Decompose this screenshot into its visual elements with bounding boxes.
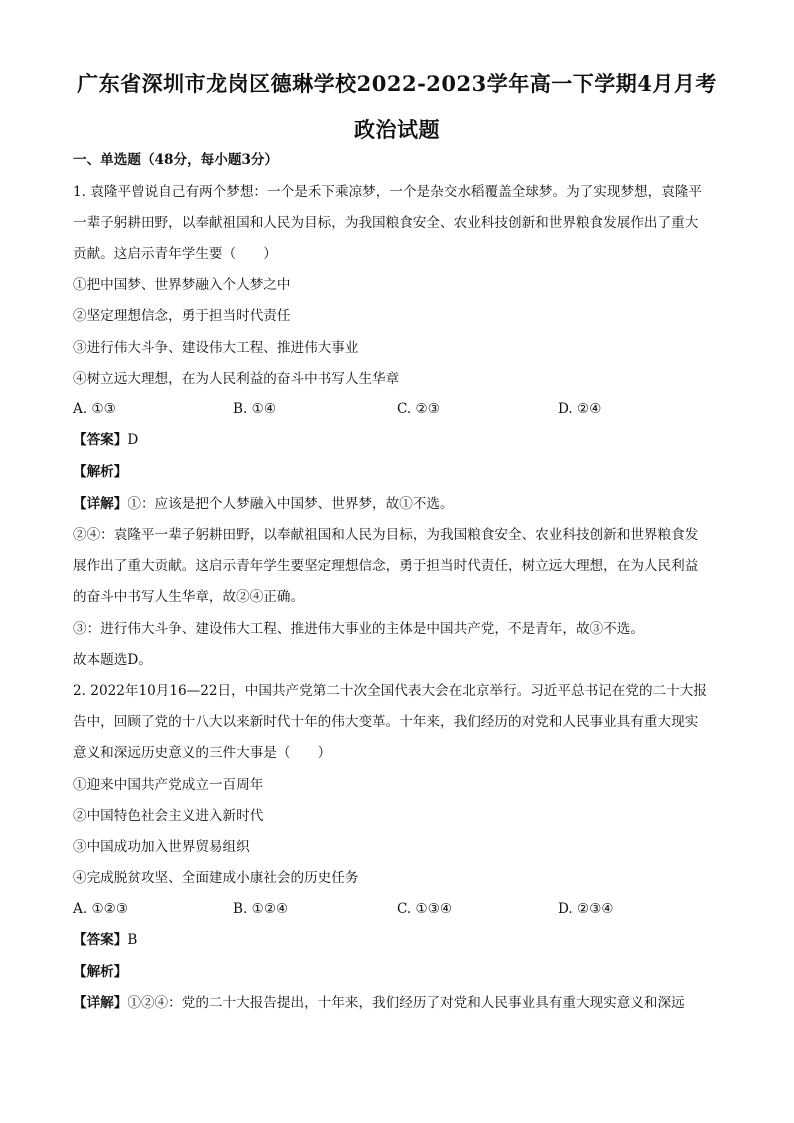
- q1-detail-line: [73, 494, 733, 514]
- detail-text: ①：应该是把个人梦融入中国梦、世界梦，故①不选。: [127, 496, 454, 512]
- detail-tag: 【详解】: [73, 496, 128, 512]
- q2-option-d: D. ②③④: [558, 901, 614, 917]
- detail-text: ①②④：党的二十大报告提出，十年来，我们经历了对党和人民事业具有重大现实意义和深远: [127, 995, 685, 1011]
- q1-statement: ③进行伟大斗争、建设伟大工程、推进伟大事业: [73, 340, 359, 356]
- q1-option-b: B. ①④: [233, 401, 277, 417]
- q2-detail-line: [73, 993, 733, 1013]
- answer-tag: 【答案】: [73, 932, 128, 948]
- q1-detail-line: ③：进行伟大斗争、建设伟大工程、推进伟大事业的主体是中国共产党，不是青年，故③不选。: [73, 621, 644, 637]
- q1-statement: ①把中国梦、世界梦融入个人梦之中: [73, 277, 291, 293]
- q2-statement: ③中国成功加入世界贸易组织: [73, 839, 250, 855]
- q1-option-c: C. ②③: [397, 401, 440, 417]
- q2-statement: ②中国特色社会主义进入新时代: [73, 808, 264, 824]
- q2-option-c: C. ①③④: [397, 901, 453, 917]
- q2-answer: [73, 930, 733, 950]
- q2-stem-line: 告中，回顾了党的十八大以来新时代十年的伟大变革。十年来，我们经历的对党和人民事业具有重大现实: [73, 714, 699, 730]
- q1-analysis-tag: 【解析】: [73, 464, 128, 480]
- q2-option-a: A. ①②③: [73, 901, 129, 917]
- q2-stem-line: 2. 2022年10月16—22日，中国共产党第二十次全国代表大会在北京举行。习近平总书记在党的二十大报: [73, 683, 707, 699]
- q2-stem-line: 意义和深远历史意义的三件大事是（ ）: [73, 745, 332, 761]
- document-title: 广东省深圳市龙岗区德琳学校2022-2023学年高一下学期4月月考: [77, 71, 717, 96]
- detail-tag: 【详解】: [73, 995, 128, 1011]
- q1-option-d: D. ②④: [558, 401, 602, 417]
- q1-detail-line: 的奋斗中书写人生华章，故②④正确。: [73, 589, 305, 605]
- answer-tag: 【答案】: [73, 432, 128, 448]
- section-heading: 一、单选题（48分，每小题3分）: [73, 152, 279, 168]
- q1-option-a: A. ①③: [73, 401, 116, 417]
- q1-stem-line: 贡献。这启示青年学生要（ ）: [73, 246, 277, 262]
- q1-statement: ②坚定理想信念，勇于担当时代责任: [73, 308, 291, 324]
- q1-detail-line: 展作出了重大贡献。这启示青年学生要坚定理想信念，勇于担当时代责任，树立远大理想，在为人民利益: [73, 558, 699, 574]
- q2-option-b: B. ①②④: [233, 901, 289, 917]
- q2-analysis-tag: 【解析】: [73, 964, 128, 980]
- q1-stem-line: 1. 袁隆平曾说自己有两个梦想：一个是禾下乘凉梦，一个是杂交水稻覆盖全球梦。为了实现梦想，袁隆平: [73, 184, 703, 200]
- q2-statement: ④完成脱贫攻坚、全面建成小康社会的历史任务: [73, 870, 359, 886]
- q1-answer: [73, 430, 733, 450]
- q1-detail-line: 故本题选D。: [73, 652, 152, 668]
- q1-statement: ④树立远大理想，在为人民利益的奋斗中书写人生华章: [73, 371, 400, 387]
- q2-statement: ①迎来中国共产党成立一百周年: [73, 777, 264, 793]
- answer-value: D: [127, 432, 139, 448]
- document-subtitle: 政治试题: [354, 117, 440, 142]
- q1-detail-line: ②④：袁隆平一辈子躬耕田野，以奉献祖国和人民为目标，为我国粮食安全、农业科技创新和世界粮食发: [73, 527, 699, 543]
- answer-value: B: [127, 932, 138, 948]
- q1-stem-line: 一辈子躬耕田野，以奉献祖国和人民为目标，为我国粮食安全、农业科技创新和世界粮食发展作出了重大: [73, 215, 699, 231]
